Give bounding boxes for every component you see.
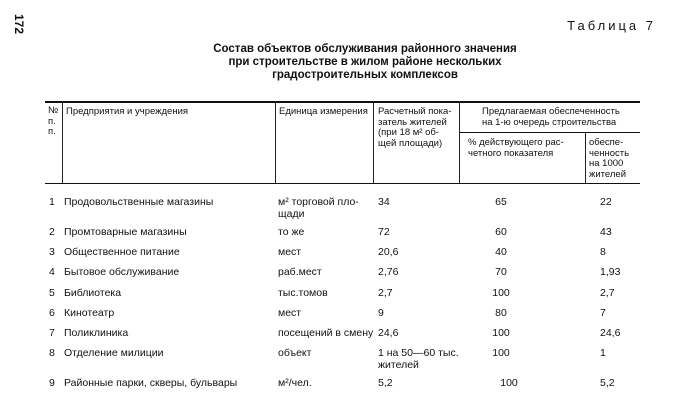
header-calc: Расчетный пока- затель жителей (при 18 м² об- щей площади) — [378, 106, 452, 149]
header-pct: % действующего рас- четного показателя — [468, 137, 564, 159]
title-line: Состав объектов обслуживания районного значения — [213, 43, 517, 55]
row-per: 2,7 — [600, 287, 615, 299]
row-unit: посещений в смену — [278, 327, 374, 339]
row-per: 1,93 — [600, 266, 621, 278]
row-pct: 100 — [492, 287, 510, 299]
row-pct: 40 — [495, 246, 507, 258]
title-line: градостроительных комплексов — [272, 69, 458, 81]
row-name: Бытовое обслуживание — [64, 266, 180, 278]
row-per: 43 — [600, 226, 612, 238]
page-number: 172 — [12, 14, 26, 35]
col-divider — [62, 102, 63, 183]
title-line: при строительстве в жилом районе нескольких — [228, 56, 502, 68]
row-unit: то же — [278, 226, 305, 238]
row-calc: 24,6 — [378, 327, 399, 339]
row-per: 24,6 — [600, 327, 621, 339]
col-divider — [585, 133, 586, 183]
row-pct: 65 — [495, 196, 507, 208]
row-name: Промтоварные магазины — [64, 226, 187, 238]
row-number: 2 — [49, 226, 55, 238]
header-name: Предприятия и учреждения — [66, 106, 189, 117]
row-number: 3 — [49, 246, 55, 258]
row-number: 6 — [49, 307, 55, 319]
row-pct: 80 — [495, 307, 507, 319]
row-pct: 60 — [495, 226, 507, 238]
row-calc: 34 — [378, 196, 390, 208]
row-unit: мест — [278, 307, 302, 319]
row-calc: 5,2 — [378, 377, 393, 389]
header-unit: Единица измерения — [279, 106, 368, 117]
row-number: 4 — [49, 266, 55, 278]
header-per: обеспе- ченность на 1000 жителей — [589, 137, 630, 180]
row-per: 22 — [600, 196, 612, 208]
row-calc: 2,7 — [378, 287, 393, 299]
row-number: 7 — [49, 327, 55, 339]
row-unit: объект — [278, 347, 312, 359]
row-calc: 9 — [378, 307, 384, 319]
row-per: 7 — [600, 307, 606, 319]
row-name: Общественное питание — [64, 246, 180, 258]
table-label: Таблица 7 — [567, 18, 656, 33]
row-pct: 70 — [495, 266, 507, 278]
row-unit: мест — [278, 246, 302, 258]
row-number: 1 — [49, 196, 55, 208]
table-title — [0, 43, 700, 82]
row-number: 9 — [49, 377, 55, 389]
row-per: 1 — [600, 347, 606, 359]
row-name: Отделение милиции — [64, 347, 164, 359]
row-name: Поликлиника — [64, 327, 129, 339]
row-name: Библиотека — [64, 287, 122, 299]
row-unit: м² торговой пло- щади — [278, 196, 359, 220]
row-per: 8 — [600, 246, 606, 258]
row-calc: 20,6 — [378, 246, 399, 258]
subheader-rule — [460, 132, 640, 133]
row-name: Продовольственные магазины — [64, 196, 214, 208]
header-bottom-rule — [45, 183, 640, 184]
row-pct: 100 — [500, 377, 518, 389]
row-calc: 72 — [378, 226, 390, 238]
row-number: 5 — [49, 287, 55, 299]
row-unit: м²/чел. — [278, 377, 312, 389]
col-divider — [275, 102, 276, 183]
row-unit: тыс.томов — [278, 287, 328, 299]
row-pct: 100 — [492, 347, 510, 359]
row-per: 5,2 — [600, 377, 615, 389]
row-name: Кинотеатр — [64, 307, 115, 319]
row-unit: раб.мест — [278, 266, 322, 278]
row-calc: 2,76 — [378, 266, 399, 278]
header-num: № п. п. — [48, 105, 59, 137]
col-divider — [459, 102, 460, 183]
row-pct: 100 — [492, 327, 510, 339]
row-number: 8 — [49, 347, 55, 359]
table-top-rule — [45, 101, 640, 103]
row-calc: 1 на 50—60 тыс. жителей — [378, 347, 459, 371]
row-name: Районные парки, скверы, бульвары — [64, 377, 238, 389]
col-divider — [373, 102, 374, 183]
header-group: Предлагаемая обеспеченность на 1-ю очередь строительства — [482, 106, 620, 128]
